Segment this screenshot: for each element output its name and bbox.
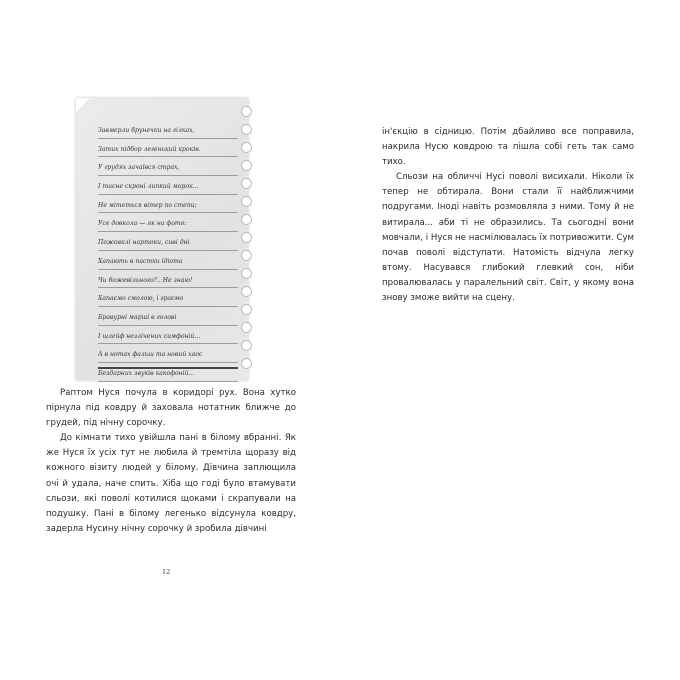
notebook-bottom-rule	[98, 367, 238, 369]
paragraph: Раптом Нуся почула в коридорі рух. Вона хутко пірнула під ковдру й заховала нотатник ближче до грудей, під нічну сорочку.	[46, 388, 296, 429]
right-page-text	[382, 125, 634, 306]
poem-line: Чи божевільного?.. Не знаю!	[98, 270, 238, 289]
paragraph: ін'єкцію в сідницю. Потім дбайливо все поправила, накрила Нусю ковдрою та пішла собі геть так само тихо.	[382, 127, 634, 168]
paragraph: До кімнати тихо увійшла пані в білому вбранні. Як же Нуся їх усіх тут не любила й тремтіла щоразу від кожного візиту людей у білому. Дівчина заплющила очі й удала, наче спить. Хіба що годі було втамувати сльози, які поволі котилися щоками і скрапували на подушку. Пані в білому легенько відсунула ковдру, задерла Нусину нічну сорочку й зробила дівчині	[46, 433, 296, 534]
spiral-hole	[241, 142, 252, 153]
paragraph: Сльози на обличчі Нусі поволі висихали. Ніколи їх тепер не обтирала. Вони стали її найближчими подругами. Іноді навіть розмовляла з ними. Тому й не витирала... аби ті не образились. Та сьогодні вони мовчали, і Нуся не насмілювалась їх потривожити. Сум почав поволі відступати. Натомість відчула легку втому. Насувався глибокий глевкий сон, ніби провалювалась у паралельний світ. Світ, у якому вона знову зможе вийти на сцену.	[382, 172, 634, 304]
poem-line: Не мітеться вітер по степи;	[98, 195, 238, 214]
spiral-hole	[241, 232, 252, 243]
spiral-hole	[241, 196, 252, 207]
poem-line: А в нотах фальш та новий хаос	[98, 344, 238, 363]
spiral-hole	[241, 322, 252, 333]
spiral-hole	[241, 304, 252, 315]
poem-line: Бездарних звуків какофоній...	[98, 363, 238, 382]
poem-line: Усе довкола — як на фото:	[98, 213, 238, 232]
poem-line: Хапають в пастки ідіота	[98, 251, 238, 270]
handwritten-poem	[98, 120, 238, 382]
page-number: 12	[162, 568, 171, 576]
spiral-hole	[241, 160, 252, 171]
spiral-hole	[241, 340, 252, 351]
spiral-hole	[241, 124, 252, 135]
poem-line: Затих підбор легенький кроків.	[98, 139, 238, 158]
torn-corner	[76, 98, 90, 112]
spiral-hole	[241, 286, 252, 297]
poem-line: У грудях зачаївся страх,	[98, 157, 238, 176]
poem-line: Пожовклі нартоки, сиві дні	[98, 232, 238, 251]
spiral-hole	[241, 214, 252, 225]
poem-line: І шлейф незлічених симфоній...	[98, 326, 238, 345]
poem-line: Завмерли брунечки на гілках,	[98, 120, 238, 139]
spiral-hole	[241, 178, 252, 189]
poem-line: Хапаємо смолою, і граємо	[98, 288, 238, 307]
left-page-text	[46, 386, 296, 537]
poem-line: І тисне скроні липкий морок...	[98, 176, 238, 195]
spiral-hole	[241, 268, 252, 279]
notebook-page-illustration	[76, 98, 248, 380]
spiral-holes	[238, 106, 254, 376]
spiral-hole	[241, 106, 252, 117]
spiral-hole	[241, 250, 252, 261]
spiral-hole	[241, 358, 252, 369]
poem-line: Бравурні марші в голові	[98, 307, 238, 326]
